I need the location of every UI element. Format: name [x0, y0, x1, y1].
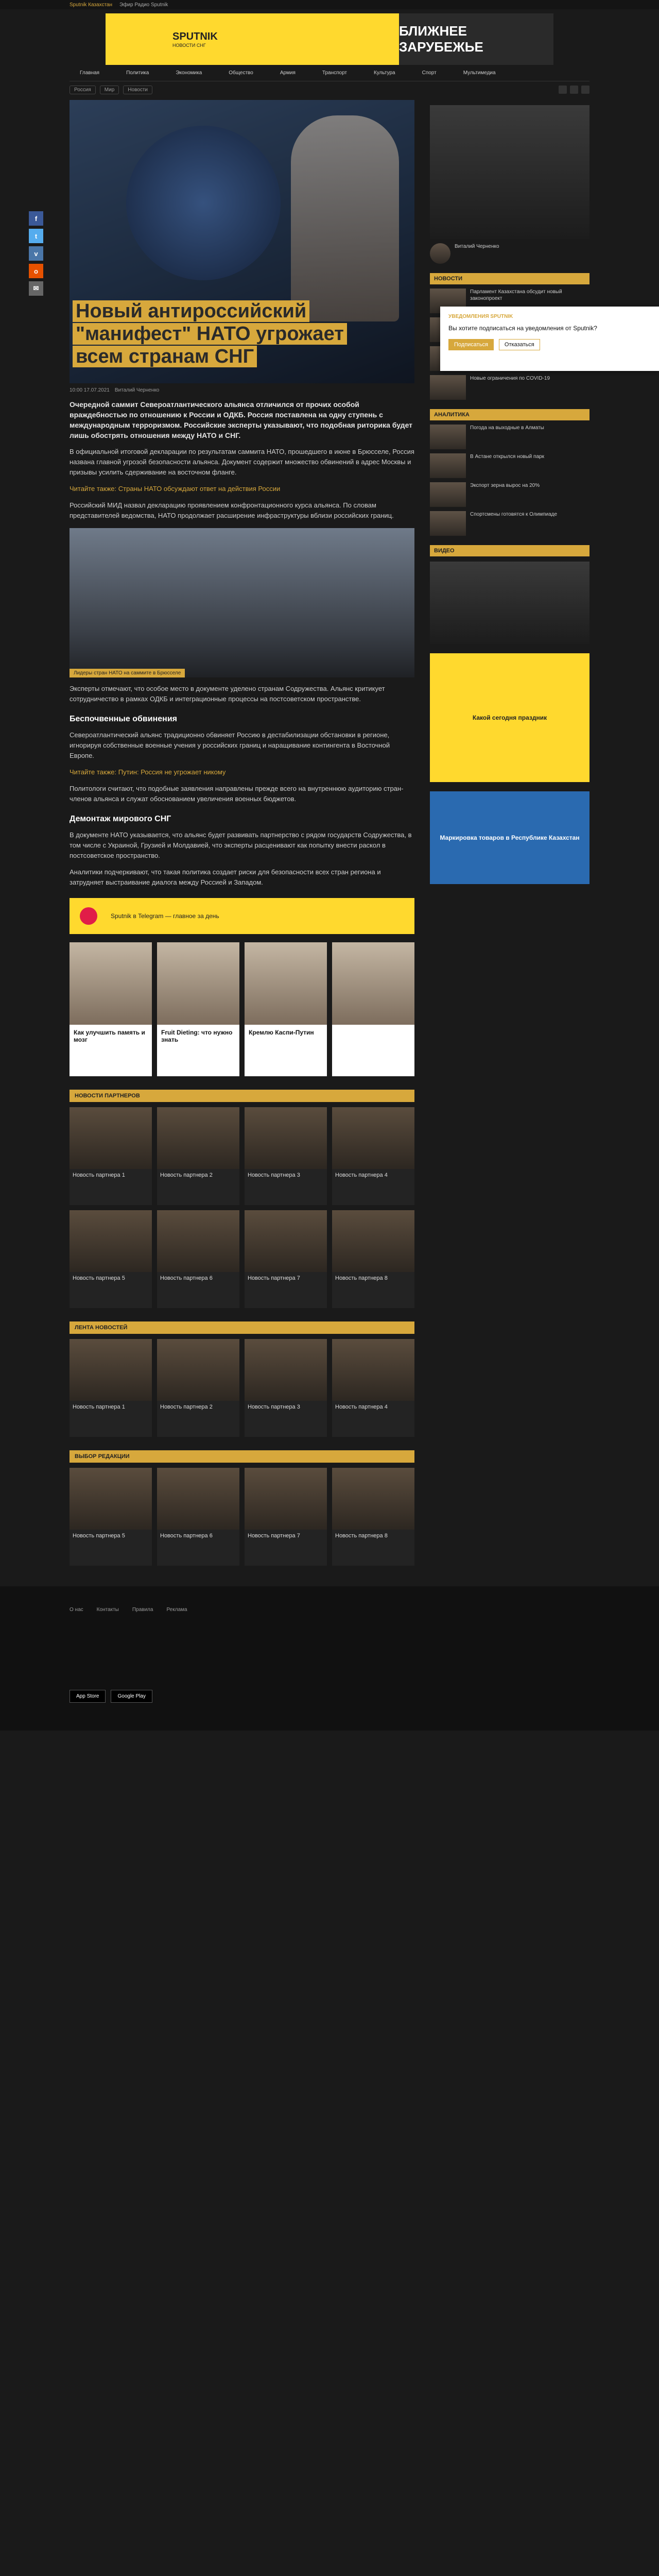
- paragraph: Североатлантический альянс традиционно обвиняет Россию в дестабилизации обстановки в регионе, игнорируя собственные военные учения у российских границ и наращивание контингента в Восточной Европе.: [70, 731, 390, 759]
- popup-buttons: [448, 339, 651, 350]
- news-item[interactable]: Новость партнера 5: [70, 1468, 152, 1566]
- promo-card[interactable]: Как улучшить память и мозг: [70, 942, 152, 1076]
- main-nav: [70, 70, 589, 81]
- promo-cards: [70, 942, 414, 1076]
- paragraph: Российский МИД назвал декларацию проявлением конфронтационного курса альянса. По словам представителей ведомства, НАТО продолжает расширение инфраструктуры вблизи российских границ.: [70, 501, 394, 519]
- side-heading: НОВОСТИ: [430, 273, 589, 284]
- side-top-image[interactable]: [430, 105, 589, 239]
- nato-emblem: [126, 126, 281, 280]
- top-link-1[interactable]: Sputnik Казахстан: [70, 2, 112, 8]
- footer-link[interactable]: О нас: [70, 1607, 83, 1613]
- subnav-icons: [559, 86, 589, 94]
- top-strip: [0, 0, 659, 9]
- photo-caption: Лидеры стран НАТО на саммите в Брюсселе: [70, 669, 185, 677]
- subscribe-button[interactable]: Подписаться: [448, 339, 494, 350]
- article-meta: [70, 387, 414, 393]
- top-banner[interactable]: [106, 13, 553, 65]
- social-share: [29, 211, 43, 296]
- telegram-ad[interactable]: Sputnik в Telegram — главное за день: [70, 898, 414, 934]
- subheading: Беспочвенные обвинения: [70, 715, 177, 723]
- menu-icon[interactable]: [581, 86, 589, 94]
- nav-item[interactable]: Спорт: [422, 70, 437, 76]
- app-stores: [70, 1690, 589, 1703]
- video-thumb[interactable]: [430, 562, 589, 644]
- side-heading: ВИДЕО: [430, 545, 589, 556]
- nav-item[interactable]: Культура: [374, 70, 395, 76]
- facebook-icon[interactable]: f: [29, 211, 43, 226]
- news-item[interactable]: Новость партнера 6: [157, 1468, 239, 1566]
- nav-item[interactable]: Армия: [280, 70, 296, 76]
- footer-link[interactable]: Реклама: [166, 1607, 187, 1613]
- promo-card[interactable]: Fruit Dieting: что нужно знать: [157, 942, 239, 1076]
- app-store-button[interactable]: App Store: [70, 1690, 106, 1703]
- paragraph: Аналитики подчеркивают, что такая политика создает риски для безопасности всех стран региона и затрудняет выстраивание диалога между Россией и Западом.: [70, 868, 381, 886]
- side-analytics: [430, 409, 589, 536]
- notification-popup: [440, 307, 659, 371]
- footer: [0, 1586, 659, 1731]
- subnav-btn-2[interactable]: Мир: [100, 86, 119, 94]
- promo-card[interactable]: Кремлю Каспи-Путин: [245, 942, 327, 1076]
- news-item[interactable]: Новость партнера 8: [332, 1210, 414, 1308]
- nav-item[interactable]: Главная: [80, 70, 100, 76]
- related-link[interactable]: Читайте также: Путин: Россия не угрожает никому: [70, 768, 226, 776]
- nav-item[interactable]: Экономика: [176, 70, 202, 76]
- news-item[interactable]: Новость партнера 1: [70, 1339, 152, 1437]
- side-ad[interactable]: Какой сегодня праздник: [430, 653, 589, 782]
- mail-icon[interactable]: ✉: [29, 281, 43, 296]
- section-partners: НОВОСТИ ПАРТНЕРОВ: [70, 1090, 414, 1102]
- side-video-block: [430, 545, 589, 644]
- banner-right: БЛИЖНЕЕ ЗАРУБЕЖЬЕ: [399, 13, 553, 65]
- article-headline: Новый антироссийский "манифест" НАТО угрожает всем странам СНГ: [70, 300, 358, 368]
- subnav-btn-3[interactable]: Новости: [123, 86, 152, 94]
- nav-item[interactable]: Транспорт: [322, 70, 348, 76]
- editor-news: [70, 1468, 414, 1566]
- avatar: [430, 243, 450, 264]
- subnav-btn-1[interactable]: Россия: [70, 86, 96, 94]
- news-item[interactable]: Новость партнера 1: [70, 1107, 152, 1205]
- side-item[interactable]: В Астане открылся новый парк: [430, 453, 589, 478]
- popup-title: УВЕДОМЛЕНИЯ SPUTNIK: [448, 314, 513, 319]
- section-editors: ВЫБОР РЕДАКЦИИ: [70, 1450, 414, 1463]
- article-photo: [70, 528, 414, 677]
- news-item[interactable]: Новость партнера 2: [157, 1339, 239, 1437]
- article-lead: Очередной саммит Североатлантического альянса отличился от прочих особой враждебностью по отношению к России и ОДКБ. Россия поставлена на одну ступень с международным терроризмом. Российские эксперты указывают, что подобная риторика будет лишь обострять отношения между НАТО и СНГ.: [70, 400, 413, 439]
- vk-icon[interactable]: v: [29, 246, 43, 261]
- news-item[interactable]: Новость партнера 8: [332, 1468, 414, 1566]
- news-item[interactable]: Новость партнера 6: [157, 1210, 239, 1308]
- news-item[interactable]: Новость партнера 5: [70, 1210, 152, 1308]
- ok-icon[interactable]: o: [29, 264, 43, 278]
- news-item[interactable]: Новость партнера 4: [332, 1339, 414, 1437]
- paragraph: В документе НАТО указывается, что альянс будет развивать партнерство с рядом государств Содружества, в том числе с Украиной, Грузией и Молдавией, что эксперты расценивают как попытку внести раскол в постсоветское пространство.: [70, 831, 412, 859]
- hero-image: [70, 100, 414, 383]
- subheading: Демонтаж мирового СНГ: [70, 815, 171, 823]
- top-link-2[interactable]: Эфир Радио Sputnik: [119, 2, 168, 8]
- news-item[interactable]: Новость партнера 3: [245, 1339, 327, 1437]
- news-item[interactable]: Новость партнера 4: [332, 1107, 414, 1205]
- decline-button[interactable]: Отказаться: [499, 339, 540, 350]
- article-date: 10:00 17.07.2021: [70, 387, 110, 393]
- article-author[interactable]: Виталий Черненко: [114, 387, 160, 393]
- news-item[interactable]: Новость партнера 2: [157, 1107, 239, 1205]
- side-item[interactable]: Экспорт зерна вырос на 20%: [430, 482, 589, 507]
- telegram-icon: [80, 907, 97, 925]
- side-item[interactable]: Спортсмены готовятся к Олимпиаде: [430, 511, 589, 536]
- feed-news: [70, 1339, 414, 1437]
- side-heading: АНАЛИТИКА: [430, 409, 589, 420]
- paragraph: Политологи считают, что подобные заявления направлены прежде всего на внутреннюю аудиторию стран-членов альянса и служат обоснованием увеличения военных бюджетов.: [70, 785, 404, 803]
- news-item[interactable]: Новость партнера 7: [245, 1468, 327, 1566]
- promo-card[interactable]: [332, 942, 414, 1076]
- side-item[interactable]: Парламент Казахстана обсудит новый законопроект: [430, 289, 589, 313]
- sub-nav: [70, 84, 589, 95]
- footer-link[interactable]: Контакты: [96, 1607, 119, 1613]
- related-link[interactable]: Читайте также: Страны НАТО обсуждают ответ на действия России: [70, 485, 281, 493]
- footer-links: [70, 1607, 589, 1613]
- twitter-icon[interactable]: t: [29, 229, 43, 243]
- nav-item[interactable]: Мультимедиа: [463, 70, 496, 76]
- google-play-button[interactable]: Google Play: [111, 1690, 152, 1703]
- news-item[interactable]: Новость партнера 7: [245, 1210, 327, 1308]
- nav-item[interactable]: Политика: [126, 70, 149, 76]
- hero-person: [291, 115, 399, 321]
- banner-logo: SPUTNIK НОВОСТИ СНГ: [172, 30, 218, 48]
- author-name: Виталий Черненко: [455, 244, 499, 249]
- article: [70, 100, 414, 1566]
- section-feed: ЛЕНТА НОВОСТЕЙ: [70, 1321, 414, 1334]
- author-card[interactable]: [430, 243, 589, 264]
- side-item[interactable]: Новые ограничения по COVID-19: [430, 375, 589, 400]
- partner-news: [70, 1107, 414, 1308]
- paragraph: Эксперты отмечают, что особое место в документе уделено странам Содружества. Альянс критикует сотрудничество в рамках ОДКБ и интеграционные процессы на постсоветском пространстве.: [70, 685, 385, 703]
- side-item[interactable]: Погода на выходные в Алматы: [430, 425, 589, 449]
- user-icon[interactable]: [570, 86, 578, 94]
- nav-item[interactable]: Общество: [229, 70, 253, 76]
- search-icon[interactable]: [559, 86, 567, 94]
- news-item[interactable]: Новость партнера 3: [245, 1107, 327, 1205]
- footer-link[interactable]: Правила: [132, 1607, 153, 1613]
- popup-message: Вы хотите подписаться на уведомления от Sputnik?: [448, 325, 597, 332]
- side-ad-2[interactable]: Маркировка товаров в Республике Казахстан: [430, 791, 589, 884]
- paragraph: В официальной итоговой декларации по результатам саммита НАТО, прошедшего в июне в Брюсселе, Россия названа главной угрозой безопасности альянса. Документ содержит множество обвинений в адрес Москвы и призывы усилить сдерживание на восточном фланге.: [70, 448, 414, 476]
